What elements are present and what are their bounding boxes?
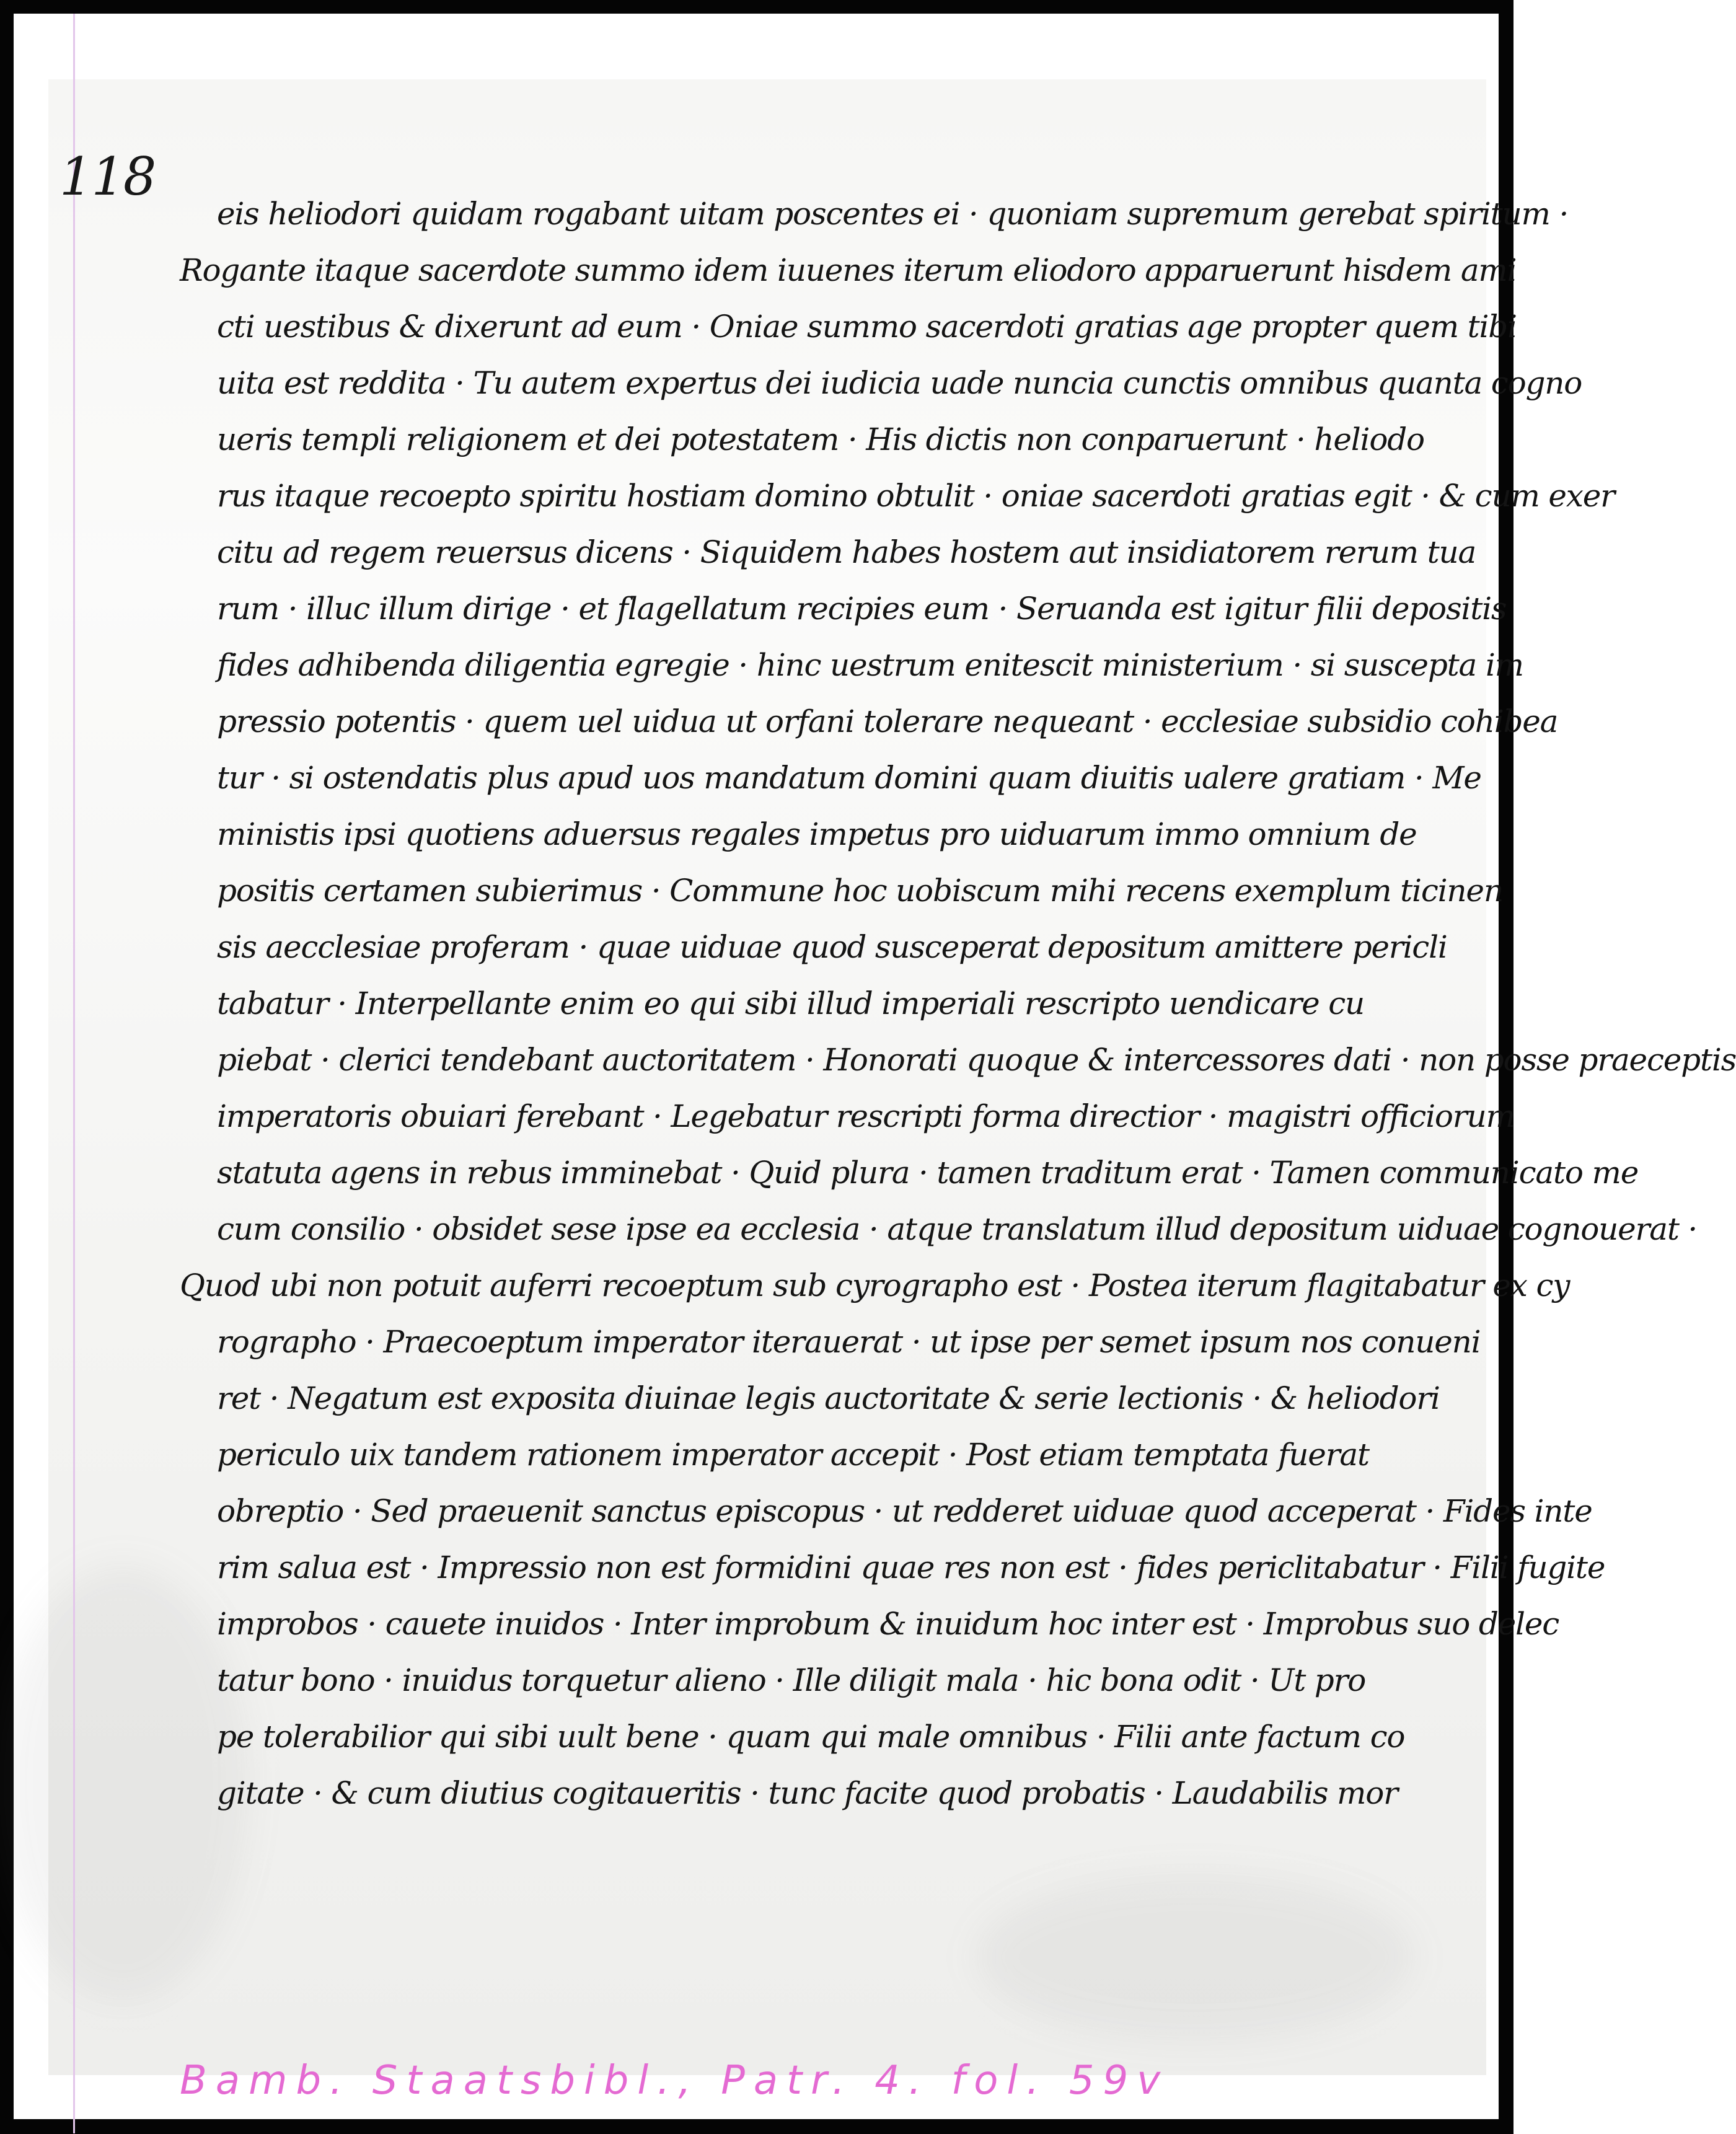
folio-number: 118	[59, 146, 156, 207]
text-line: Quod ubi non potuit auferri recoeptum sub cyrographo est · Postea iterum flagitabatur ex cy	[180, 1268, 1570, 1303]
text-line: pressio potentis · quem uel uidua ut orfani tolerare nequeant · ecclesiae subsidio cohibea	[217, 703, 1558, 739]
text-line: sis aecclesiae proferam · quae uiduae quod susceperat depositum amittere pericli	[217, 929, 1447, 965]
text-line: Rogante itaque sacerdote summo idem iuuenes iterum eliodoro apparuerunt hisdem ami	[180, 252, 1517, 288]
text-line: rus itaque recoepto spiritu hostiam domino obtulit · oniae sacerdoti gratias egit · & cum exer	[217, 478, 1615, 514]
text-line: ret · Negatum est exposita diuinae legis auctoritate & serie lectionis · & heliodori	[217, 1380, 1440, 1416]
text-line: fides adhibenda diligentia egregie · hinc uestrum enitescit ministerium · si suscepta im	[217, 647, 1523, 683]
text-line: rographo · Praecoeptum imperator iterauerat · ut ipse per semet ipsum nos conueni	[217, 1324, 1481, 1360]
text-line: positis certamen subierimus · Commune hoc uobiscum mihi recens exemplum ticinen	[217, 873, 1503, 909]
text-line: ueris templi religionem et dei potestatem · His dictis non conparuerunt · heliodo	[217, 421, 1424, 457]
paper-stain	[0, 1567, 247, 2001]
text-line: eis heliodori quidam rogabant uitam poscentes ei · quoniam supremum gerebat spiritum ·	[217, 196, 1569, 232]
text-line: citu ad regem reuersus dicens · Siquidem habes hostem aut insidiatorem rerum tua	[217, 534, 1476, 570]
text-line: rum · illuc illum dirige · et flagellatum recipies eum · Seruanda est igitur filii depositis	[217, 591, 1507, 627]
text-line: gitate · & cum diutius cogitaueritis · tunc facite quod probatis · Laudabilis mor	[217, 1775, 1398, 1811]
text-line: tatur bono · inuidus torquetur alieno · Ille diligit mala · hic bona odit · Ut pro	[217, 1662, 1366, 1698]
manuscript-text	[180, 186, 1736, 1822]
text-line: cti uestibus & dixerunt ad eum · Oniae summo sacerdoti gratias age propter quem tibi	[217, 309, 1517, 345]
text-line: ministis ipsi quotiens aduersus regales impetus pro uiduarum immo omnium de	[217, 816, 1417, 852]
text-line: pe tolerabilior qui sibi uult bene · quam qui male omnibus · Filii ante factum co	[217, 1719, 1405, 1755]
text-line: statuta agens in rebus imminebat · Quid plura · tamen traditum erat · Tamen communicato me	[217, 1155, 1639, 1191]
text-line: cum consilio · obsidet sese ipse ea ecclesia · atque translatum illud depositum uiduae cognouerat ·	[217, 1211, 1698, 1247]
text-line: periculo uix tandem rationem imperator accepit · Post etiam temptata fuerat	[217, 1437, 1369, 1473]
text-line: piebat · clerici tendebant auctoritatem · Honorati quoque & intercessores dati · non posse praeceptis	[217, 1042, 1736, 1078]
text-line: tur · si ostendatis plus apud uos mandatum domini quam diuitis ualere gratiam · Me	[217, 760, 1481, 796]
text-line: tabatur · Interpellante enim eo qui sibi illud imperiali rescripto uendicare cu	[217, 985, 1365, 1021]
library-shelfmark-annotation: Bamb. Staatsbibl., Patr. 4. fol. 59v	[180, 2058, 1170, 2104]
text-line: uita est reddita · Tu autem expertus dei iudicia uade nuncia cunctis omnibus quanta cogno	[217, 365, 1582, 401]
paper-stain	[978, 1877, 1412, 2038]
text-line: imperatoris obuiari ferebant · Legebatur rescripti forma directior · magistri officiorum	[217, 1098, 1515, 1134]
text-line: obreptio · Sed praeuenit sanctus episcopus · ut redderet uiduae quod acceperat · Fides inte	[217, 1493, 1592, 1529]
text-line: rim salua est · Impressio non est formidini quae res non est · fides periclitabatur · Filii fugite	[217, 1550, 1605, 1585]
text-line: improbos · cauete inuidos · Inter improbum & inuidum hoc inter est · Improbus suo delec	[217, 1606, 1559, 1642]
margin-rule-line	[73, 14, 75, 2133]
